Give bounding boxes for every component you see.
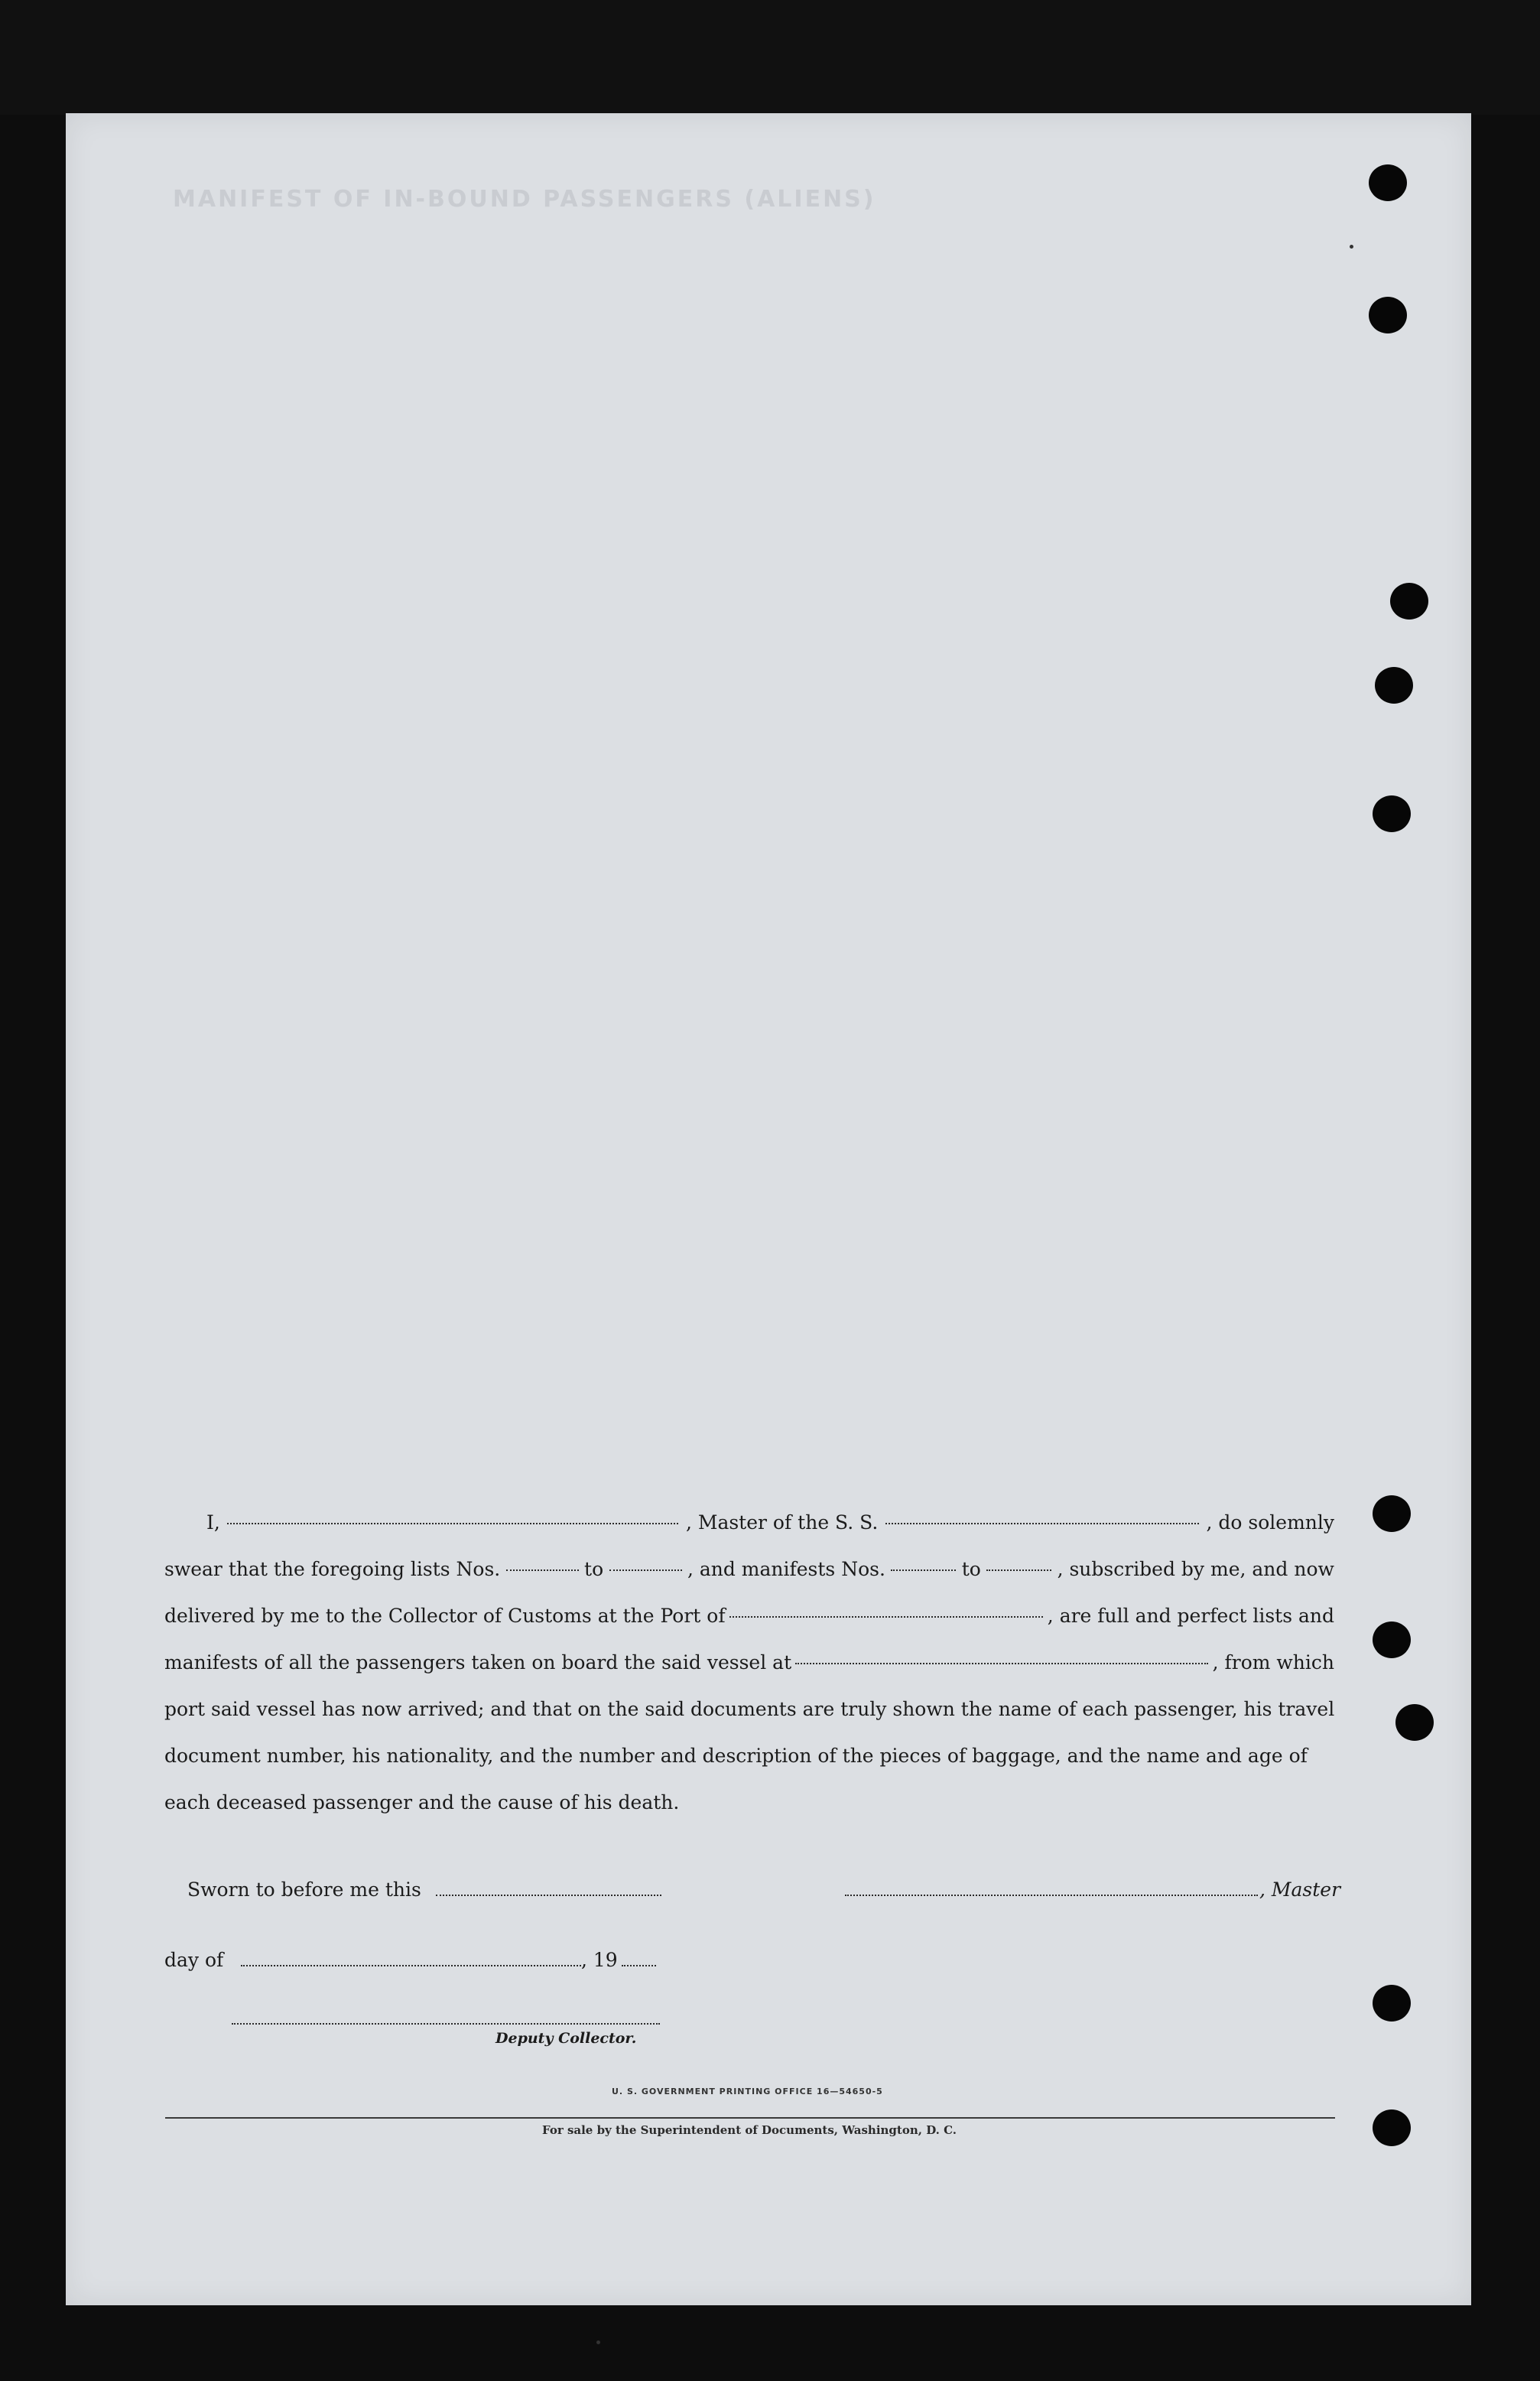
oath-line-5 xyxy=(164,1686,1334,1732)
sworn-day-blank[interactable] xyxy=(436,1895,661,1896)
punch-hole xyxy=(1369,164,1407,201)
master-label: , Master xyxy=(1259,1878,1341,1901)
oath-block xyxy=(164,1499,1334,1826)
oath-text: , are full and perfect lists and xyxy=(1047,1605,1334,1627)
for-sale-imprint: For sale by the Superintendent of Documents, Washington, D. C. xyxy=(541,2123,957,2137)
deputy-collector-label: Deputy Collector. xyxy=(495,2030,637,2047)
oath-text: swear that the foregoing lists Nos. xyxy=(164,1558,501,1580)
signature-block xyxy=(164,1855,1341,1996)
scan-speck xyxy=(596,2340,600,2344)
punch-hole xyxy=(1373,1495,1411,1532)
oath-line-7 xyxy=(164,1779,1334,1826)
oath-line-6 xyxy=(164,1732,1334,1779)
oath-line-4 xyxy=(164,1639,1334,1686)
day-of-label: day of xyxy=(164,1949,224,1971)
oath-text: manifests of all the passengers taken on board the said vessel at xyxy=(164,1651,792,1674)
oath-text: document number, his nationality, and the number and description of the pieces of baggage, and the name and age of xyxy=(164,1745,1308,1767)
oath-text: I, xyxy=(206,1511,220,1534)
deputy-signature-blank[interactable] xyxy=(232,2023,660,2025)
manifests-from-blank[interactable] xyxy=(891,1569,956,1571)
punch-hole xyxy=(1373,795,1411,832)
year-blank[interactable] xyxy=(622,1965,656,1966)
oath-line-1 xyxy=(164,1499,1334,1546)
manifests-to-blank[interactable] xyxy=(986,1569,1051,1571)
oath-text: to xyxy=(961,1558,981,1580)
oath-text: , from which xyxy=(1212,1651,1334,1674)
oath-text: , and manifests Nos. xyxy=(687,1558,885,1580)
punch-hole xyxy=(1369,297,1407,333)
punch-hole xyxy=(1390,583,1428,620)
oath-text: each deceased passenger and the cause of his death. xyxy=(164,1791,680,1813)
date-row xyxy=(164,1925,1334,1996)
punch-hole xyxy=(1373,1621,1411,1658)
month-blank[interactable] xyxy=(241,1965,581,1966)
printing-office-imprint: U. S. GOVERNMENT PRINTING OFFICE 16—54650-5 xyxy=(612,2087,883,2096)
oath-text: , do solemnly xyxy=(1206,1511,1334,1534)
port-of-departure-blank[interactable] xyxy=(795,1663,1208,1664)
vessel-name-blank[interactable] xyxy=(885,1523,1199,1524)
oath-line-2 xyxy=(164,1546,1334,1592)
oath-text: delivered by me to the Collector of Customs at the Port of xyxy=(164,1605,726,1627)
sworn-label: Sworn to before me this xyxy=(187,1878,421,1901)
lists-to-blank[interactable] xyxy=(609,1569,682,1571)
sworn-row xyxy=(164,1855,1341,1925)
oath-text: to xyxy=(584,1558,604,1580)
oath-text: port said vessel has now arrived; and that on the said documents are truly shown the name of each passenger, his travel xyxy=(164,1698,1335,1720)
port-of-arrival-blank[interactable] xyxy=(729,1616,1043,1618)
year-label: , 19 xyxy=(581,1949,618,1971)
punch-hole xyxy=(1373,1985,1411,2022)
bleed-through-title: MANIFEST OF IN-BOUND PASSENGERS (ALIENS) xyxy=(173,186,876,213)
punch-hole xyxy=(1395,1704,1434,1741)
footer-rule xyxy=(165,2117,1335,2119)
punch-hole xyxy=(1375,667,1413,704)
master-name-blank[interactable] xyxy=(227,1523,678,1524)
oath-line-3 xyxy=(164,1592,1334,1639)
scan-border xyxy=(0,0,1540,115)
scan-speck xyxy=(1350,245,1353,249)
master-signature-blank[interactable] xyxy=(845,1895,1258,1896)
oath-text: , Master of the S. S. xyxy=(685,1511,879,1534)
lists-from-blank[interactable] xyxy=(506,1569,579,1571)
punch-hole xyxy=(1373,2109,1411,2146)
oath-text: , subscribed by me, and now xyxy=(1057,1558,1334,1580)
